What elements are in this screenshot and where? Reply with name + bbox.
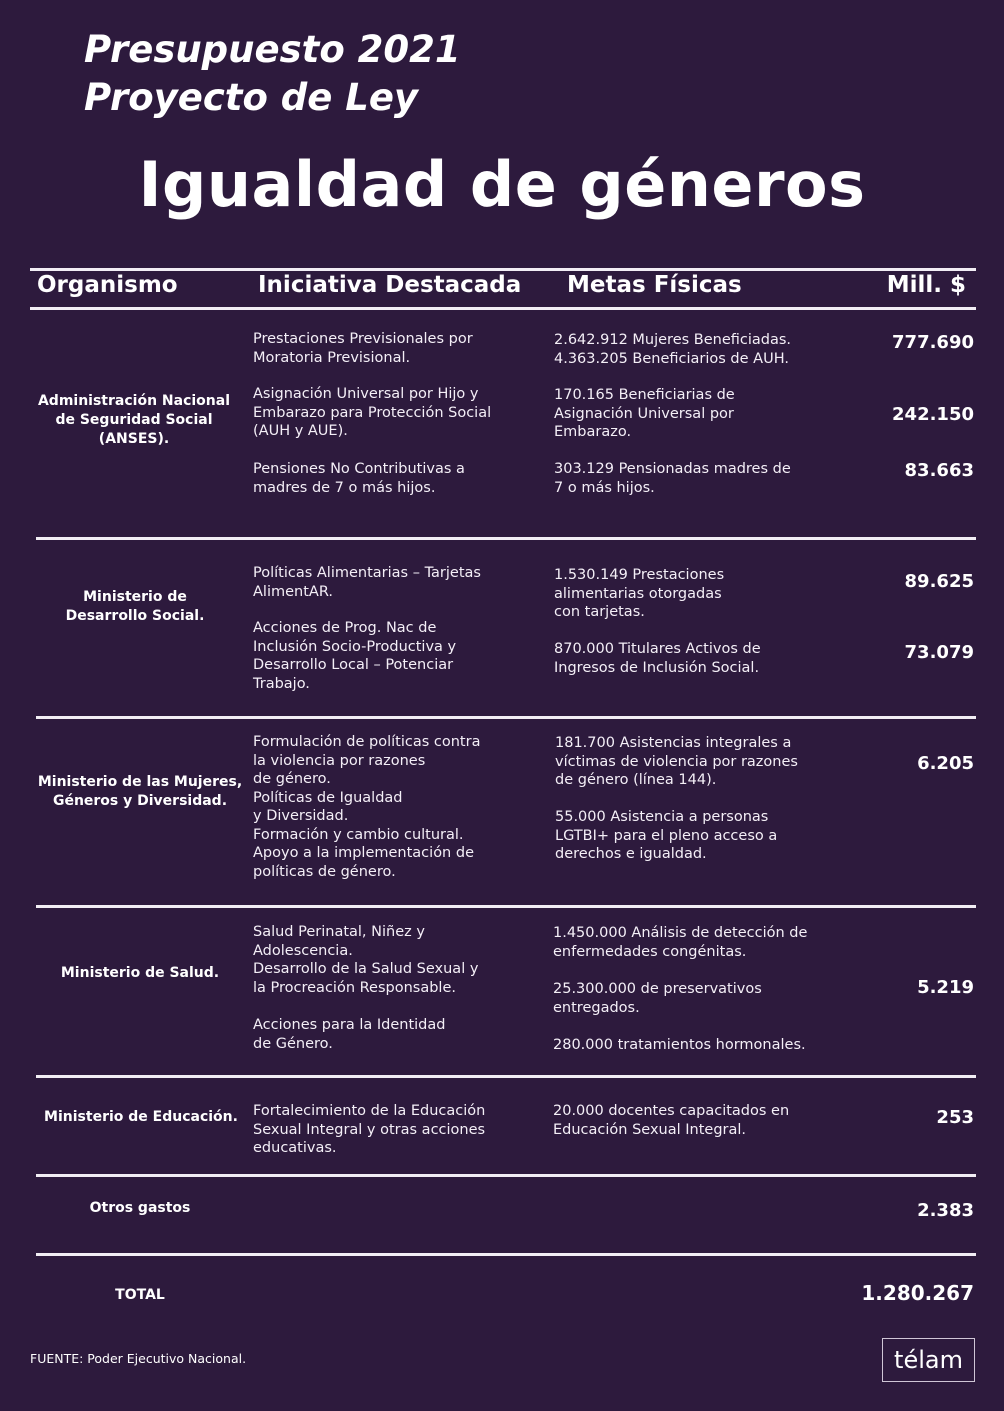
otros-gastos-label: Otros gastos: [89, 1200, 191, 1216]
section-divider: [36, 1253, 976, 1256]
section-divider: [36, 716, 976, 719]
anses-amount-1: 777.690: [892, 332, 974, 353]
page-title: Igualdad de géneros: [138, 148, 866, 221]
desarrollo-amount-2: 73.079: [904, 642, 974, 663]
desarrollo-iniciativa-2: Acciones de Prog. Nac de Inclusión Socio-Productiva y Desarrollo Local – Potenciar Trabajo.: [253, 620, 457, 692]
educacion-amount-1: 253: [936, 1107, 974, 1128]
otros-gastos-amount: 2.383: [917, 1200, 974, 1221]
desarrollo-amount-1: 89.625: [904, 571, 974, 592]
org-anses: Administración Nacional de Seguridad Social (ANSES).: [37, 393, 231, 447]
subtitle-line-1: Presupuesto 2021: [84, 28, 461, 71]
salud-iniciativa-1: Salud Perinatal, Niñez y Adolescencia. Desarrollo de la Salud Sexual y la Procreación Responsable.: [253, 924, 479, 996]
anses-iniciativa-1: Prestaciones Previsionales por Moratoria Previsional.: [253, 331, 473, 366]
logo-text: télam: [894, 1346, 963, 1374]
salud-amount-1: 5.219: [917, 977, 974, 998]
header-top-divider: [30, 268, 976, 271]
anses-iniciativa-2: Asignación Universal por Hijo y Embarazo para Protección Social (AUH y AUE).: [253, 386, 492, 439]
educacion-meta-1: 20.000 docentes capacitados en Educación Sexual Integral.: [553, 1103, 790, 1138]
section-divider: [36, 905, 976, 908]
section-divider: [36, 1174, 976, 1177]
section-divider: [36, 1075, 976, 1078]
total-label: TOTAL: [115, 1287, 165, 1303]
subtitle-line-2: Proyecto de Ley: [84, 76, 419, 119]
anses-meta-3: 303.129 Pensionadas madres de 7 o más hijos.: [554, 461, 791, 496]
anses-meta-1: 2.642.912 Mujeres Beneficiadas. 4.363.205 Beneficiarios de AUH.: [554, 332, 792, 367]
header-bottom-divider: [30, 307, 976, 310]
salud-meta-3: 280.000 tratamientos hormonales.: [553, 1037, 806, 1053]
mujeres-amount-1: 6.205: [917, 753, 974, 774]
anses-amount-3: 83.663: [904, 460, 974, 481]
column-header-metas: Metas Físicas: [567, 272, 742, 298]
org-educacion: Ministerio de Educación.: [44, 1109, 238, 1125]
total-amount: 1.280.267: [861, 1281, 974, 1305]
mujeres-meta-1: 181.700 Asistencias integrales a víctimas de violencia por razones de género (línea 144).: [555, 735, 798, 788]
source-note: FUENTE: Poder Ejecutivo Nacional.: [30, 1351, 247, 1366]
telam-logo: [882, 1338, 975, 1382]
anses-meta-2: 170.165 Beneficiarias de Asignación Universal por Embarazo.: [554, 387, 735, 440]
column-header-monto: Mill. $: [886, 272, 966, 298]
section-divider: [36, 537, 976, 540]
column-header-iniciativa: Iniciativa Destacada: [258, 272, 522, 298]
org-salud: Ministerio de Salud.: [60, 965, 220, 981]
salud-iniciativa-2: Acciones para la Identidad de Género.: [253, 1017, 446, 1052]
salud-meta-1: 1.450.000 Análisis de detección de enfermedades congénitas.: [553, 925, 808, 960]
anses-iniciativa-3: Pensiones No Contributivas a madres de 7 o más hijos.: [253, 461, 465, 496]
educacion-iniciativa-1: Fortalecimiento de la Educación Sexual Integral y otras acciones educativas.: [253, 1103, 486, 1156]
mujeres-meta-2: 55.000 Asistencia a personas LGTBI+ para el pleno acceso a derechos e igualdad.: [555, 809, 778, 862]
column-header-organismo: Organismo: [37, 272, 178, 298]
org-mujeres: Ministerio de las Mujeres, Géneros y Diversidad.: [37, 774, 243, 809]
org-desarrollo-social: Ministerio de Desarrollo Social.: [65, 589, 205, 624]
desarrollo-meta-2: 870.000 Titulares Activos de Ingresos de Inclusión Social.: [554, 641, 761, 676]
anses-amount-2: 242.150: [892, 404, 974, 425]
salud-meta-2: 25.300.000 de preservativos entregados.: [553, 981, 762, 1016]
mujeres-iniciativa-1: Formulación de políticas contra la violencia por razones de género. Políticas de Igualdad y Diversidad. Formación y cambio cultural. Apoyo a la implementación de políticas de género.: [253, 734, 481, 880]
desarrollo-meta-1: 1.530.149 Prestaciones alimentarias otorgadas con tarjetas.: [554, 567, 725, 620]
desarrollo-iniciativa-1: Políticas Alimentarias – Tarjetas AlimentAR.: [253, 565, 481, 600]
